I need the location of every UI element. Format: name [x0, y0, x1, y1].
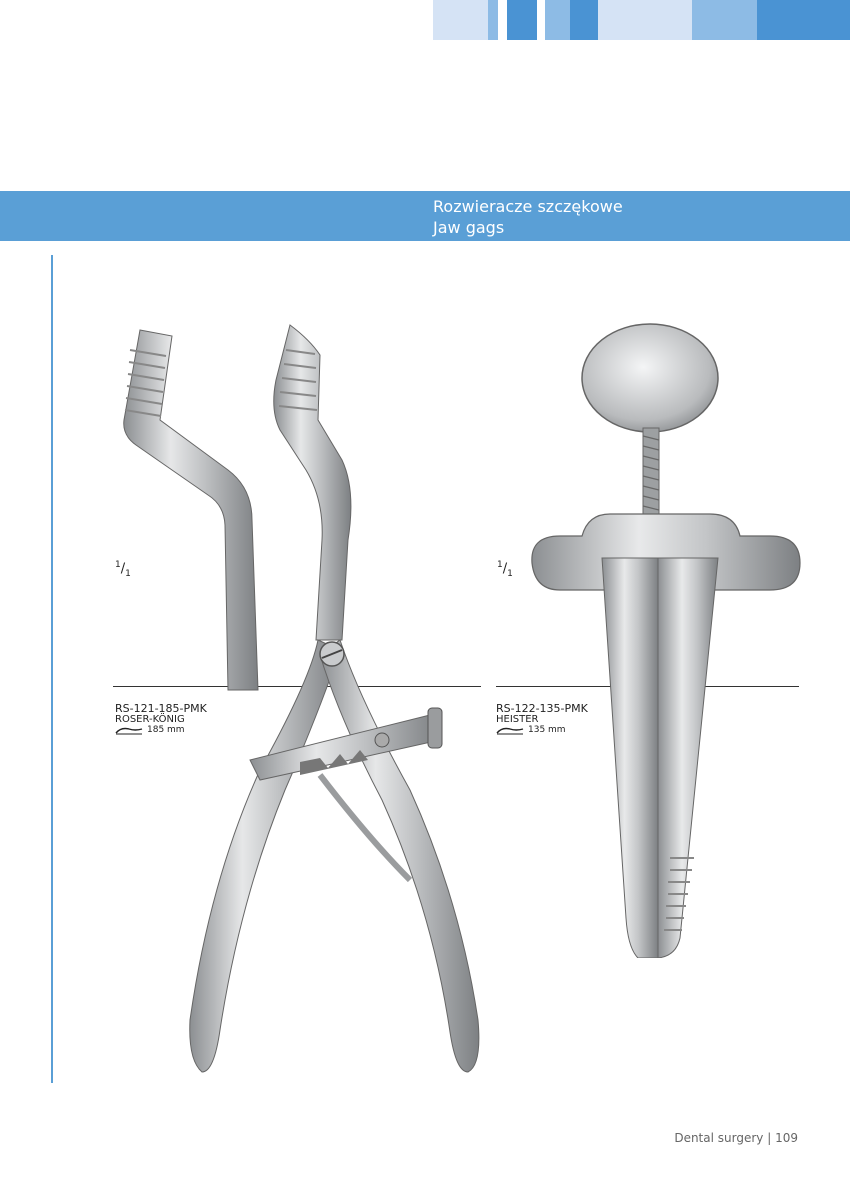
header-decoration-light — [433, 0, 488, 40]
instrument-length-icon — [115, 726, 143, 735]
header-decoration-mid — [545, 0, 570, 40]
scale-numerator: 1 — [115, 560, 121, 570]
left-margin-rule — [51, 255, 53, 1083]
product-caption-1 — [115, 703, 207, 736]
scale-numerator: 1 — [497, 560, 503, 570]
header-decoration-dark — [570, 0, 598, 40]
heister-jaw-gag-image — [530, 318, 810, 958]
section-title-english: Jaw gags — [433, 218, 505, 237]
product-length — [115, 725, 207, 736]
header-decoration-mid — [488, 0, 498, 40]
product-length — [496, 725, 588, 736]
scale-label-2: $^1/_1$ — [497, 560, 513, 579]
section-title — [433, 196, 623, 238]
footer-section-name: Dental surgery — [674, 1131, 764, 1145]
product-length-value: 135 mm — [528, 725, 566, 735]
page-footer — [674, 1131, 798, 1145]
header-decoration-light — [598, 0, 692, 40]
section-title-polish: Rozwieracze szczękowe — [433, 197, 623, 216]
section-header-band — [0, 191, 850, 241]
product-code: RS-122-135-PMK — [496, 702, 588, 715]
product-caption-2 — [496, 703, 588, 736]
product-code: RS-121-185-PMK — [115, 702, 207, 715]
product-length-value: 185 mm — [147, 725, 185, 735]
footer-separator: | — [767, 1131, 772, 1145]
page-number: 109 — [775, 1131, 798, 1145]
roser-koenig-jaw-gag-image — [110, 320, 480, 1080]
scale-denominator: 1 — [125, 568, 131, 579]
instrument-length-icon — [496, 726, 524, 735]
header-decoration-mid — [692, 0, 757, 40]
product-name: ROSER-KÖNIG — [115, 714, 185, 725]
scale-label-1: $^1/_1$ — [115, 560, 131, 579]
header-decoration-dark — [757, 0, 850, 40]
scale-denominator: 1 — [507, 568, 513, 579]
product-name: HEISTER — [496, 714, 539, 725]
header-decoration-dark — [507, 0, 537, 40]
